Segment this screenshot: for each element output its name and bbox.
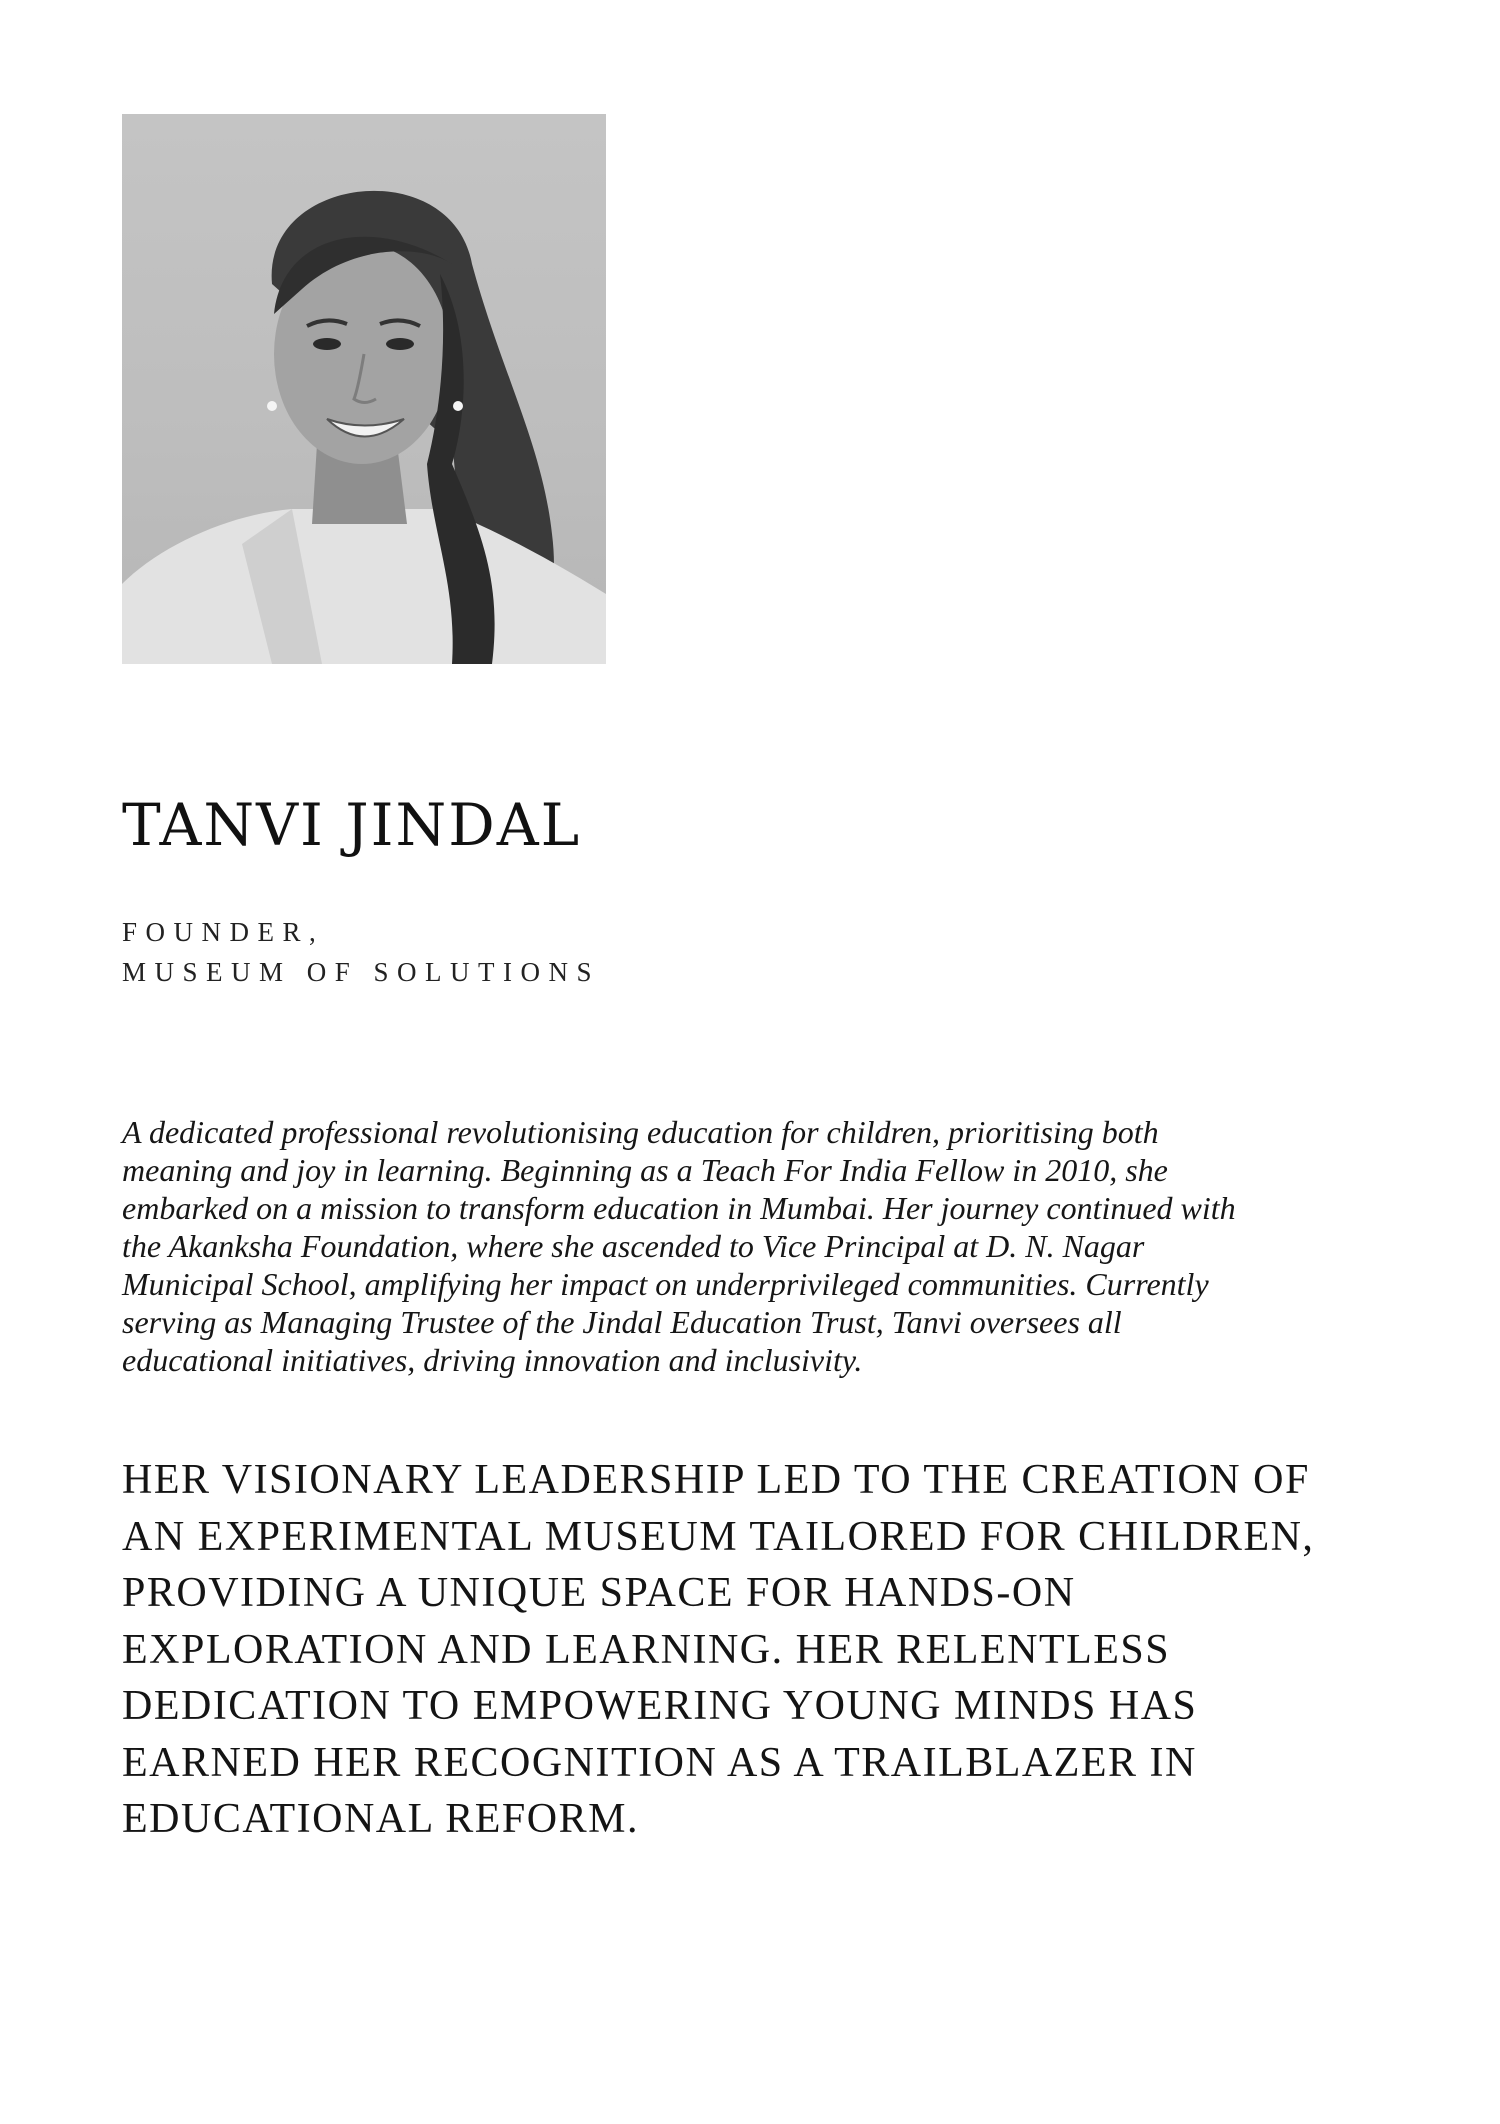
role-title: FOUNDER, [122,917,325,947]
role-organization: MUSEUM OF SOLUTIONS [122,957,601,987]
highlight-paragraph: HER VISIONARY LEADERSHIP LED TO THE CREATION OF AN EXPERIMENTAL MUSEUM TAILORED FOR CHILDREN, PROVIDING A UNIQUE SPACE FOR HANDS-ON EXPLORATION AND LEARNING. HER RELENTLESS DEDICATION TO EMPOWERING YOUNG MINDS HAS EARNED HER RECOGNITION AS A TRAILBLAZER IN EDUCATIONAL REFORM. [122,1457,1315,1842]
person-role [122,912,822,992]
portrait-photo [122,114,606,664]
portrait-illustration [122,114,606,664]
bio-paragraph: A dedicated professional revolutionising education for children, prioritising both meaning and joy in learning. Beginning as a Teach For India Fellow in 2010, she embarked on a mission to transform education in Mumbai. Her journey continued with the Akanksha Foundation, where she ascended to Vice Principal at D. N. Nagar Municipal School, amplifying her impact on underprivileged communities. Currently serving as Managing Trustee of the Jindal Education Trust, Tanvi oversees all educational initiatives, driving innovation and inclusivity. [122,1114,1236,1378]
person-name: TANVI JINDAL [122,791,582,859]
